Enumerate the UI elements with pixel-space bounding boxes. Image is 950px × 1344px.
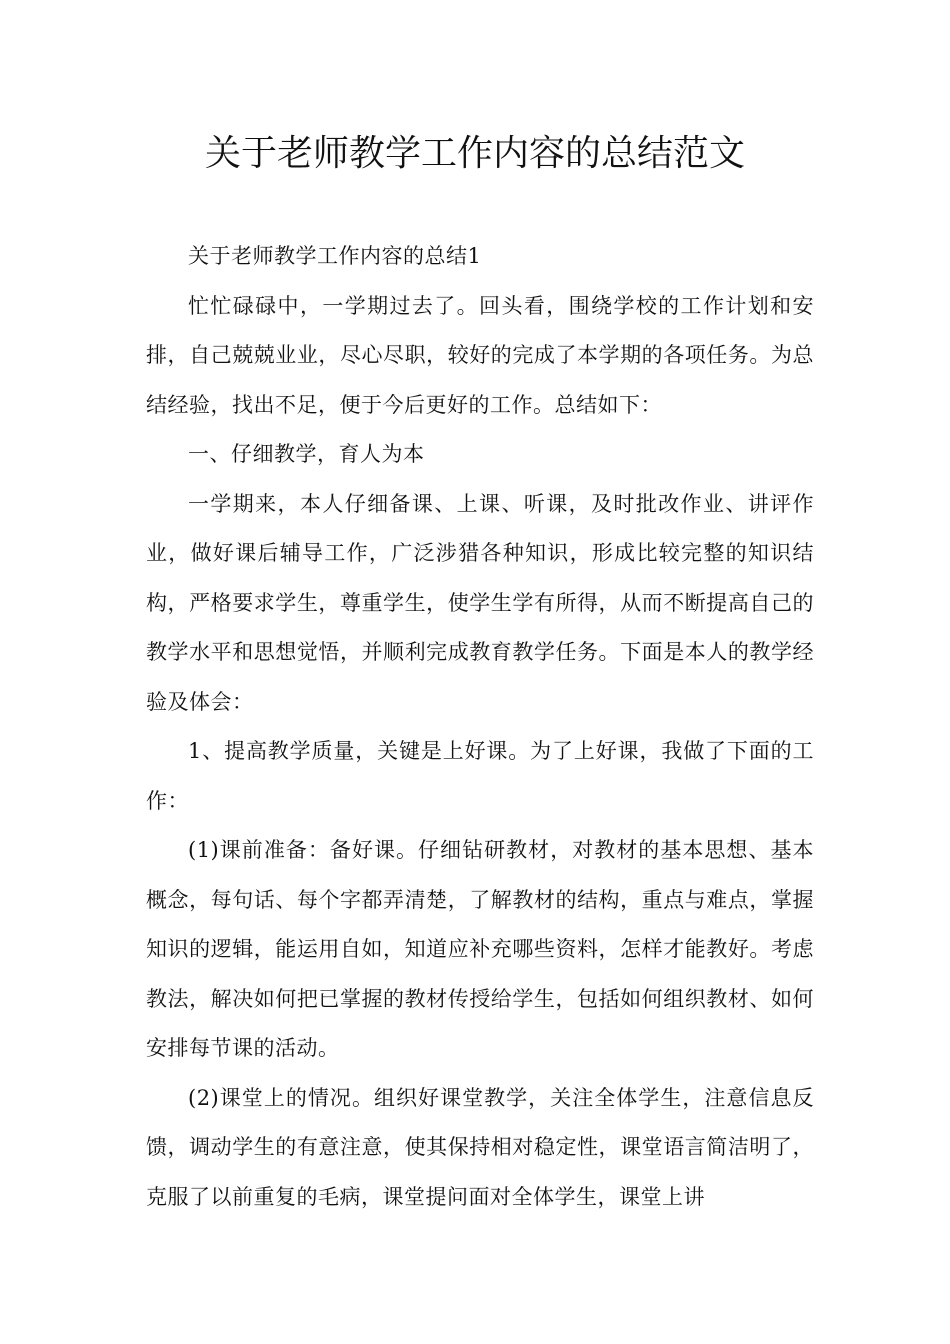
paragraph-point-1: 1、提高教学质量，关键是上好课。为了上好课，我做了下面的工作： xyxy=(146,739,814,813)
document-title: 关于老师教学工作内容的总结范文 xyxy=(204,133,745,174)
paragraph-subtitle: 关于老师教学工作内容的总结1 xyxy=(188,244,482,268)
paragraph-intro: 忙忙碌碌中，一学期过去了。回头看，围绕学校的工作计划和安排，自己兢兢业业，尽心尽职，较好的完成了本学期的各项任务。为总结经验，找出不足，便于今后更好的工作。总结如下： xyxy=(146,293,814,417)
paragraph-section-body: 一学期来，本人仔细备课、上课、听课，及时批改作业、讲评作业，做好课后辅导工作，广泛涉猎各种知识，形成比较完整的知识结构，严格要求学生，尊重学生，使学生学有所得，从而不断提高自己的教学水平和思想觉悟，并顺利完成教育教学任务。下面是本人的教学经验及体会： xyxy=(146,491,814,714)
section-heading: 一、仔细教学，育人为本 xyxy=(188,442,425,466)
document-body xyxy=(146,232,814,1222)
paragraph-subpoint-1: (1)课前准备：备好课。仔细钻研教材，对教材的基本思想、基本概念，每句话、每个字都弄清楚，了解教材的结构，重点与难点，掌握知识的逻辑，能运用自如，知道应补充哪些资料，怎样才能教好。考虑教法，解决如何把已掌握的教材传授给学生，包括如何组织教材、如何安排每节课的活动。 xyxy=(146,838,814,1060)
paragraph-subpoint-2: (2)课堂上的情况。组织好课堂教学，关注全体学生，注意信息反馈，调动学生的有意注意，使其保持相对稳定性，课堂语言简洁明了，克服了以前重复的毛病，课堂提问面对全体学生，课堂上讲 xyxy=(146,1085,814,1209)
